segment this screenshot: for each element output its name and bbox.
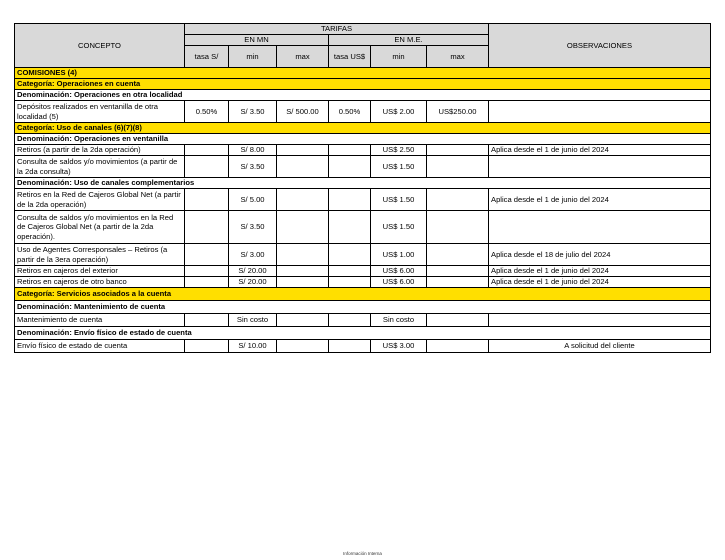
section-title: COMISIONES (4) — [15, 68, 711, 79]
header-concepto: CONCEPTO — [15, 24, 185, 68]
max-me-cell — [427, 244, 489, 266]
concepto-cell: Uso de Agentes Corresponsales – Retiros (a partir de la 3era operación) — [15, 244, 185, 266]
table-row — [15, 189, 711, 211]
tasa-usd-cell — [329, 145, 371, 156]
fee-table — [14, 23, 711, 353]
min-me-cell: US$ 3.00 — [371, 340, 427, 353]
min-mn-cell: Sin costo — [229, 314, 277, 327]
concepto-cell: Retiros en la Red de Cajeros Global Net (a partir de la 2da operación) — [15, 189, 185, 211]
category-operaciones — [15, 79, 711, 90]
header-max-me: max — [427, 46, 489, 68]
header-row-1 — [15, 24, 711, 35]
concepto-cell: Retiros en cajeros de otro banco — [15, 277, 185, 288]
table-row — [15, 340, 711, 353]
max-mn-cell — [277, 314, 329, 327]
observaciones-cell: A solicitud del cliente — [489, 340, 711, 353]
table-row — [15, 145, 711, 156]
table-row — [15, 266, 711, 277]
category-title: Categoría: Servicios asociados a la cuenta — [15, 288, 711, 301]
min-me-cell: US$ 2.50 — [371, 145, 427, 156]
header-tasa-s: tasa S/ — [185, 46, 229, 68]
denomination-mantenimiento — [15, 301, 711, 314]
denomination-otra-localidad — [15, 90, 711, 101]
header-en-mn: EN MN — [185, 35, 329, 46]
header-en-me: EN M.E. — [329, 35, 489, 46]
min-me-cell: US$ 1.00 — [371, 244, 427, 266]
min-mn-cell: S/ 20.00 — [229, 277, 277, 288]
observaciones-cell: Aplica desde el 1 de junio del 2024 — [489, 189, 711, 211]
tasa-usd-cell — [329, 266, 371, 277]
min-me-cell: US$ 6.00 — [371, 266, 427, 277]
max-me-cell: US$250.00 — [427, 101, 489, 123]
tasa-usd-cell — [329, 314, 371, 327]
observaciones-cell: Aplica desde el 18 de julio del 2024 — [489, 244, 711, 266]
tasa-usd-cell — [329, 211, 371, 244]
tasa-usd-cell: 0.50% — [329, 101, 371, 123]
max-me-cell — [427, 277, 489, 288]
min-me-cell: US$ 1.50 — [371, 189, 427, 211]
tasa-usd-cell — [329, 277, 371, 288]
min-me-cell: US$ 1.50 — [371, 211, 427, 244]
max-mn-cell — [277, 211, 329, 244]
tasa-usd-cell — [329, 189, 371, 211]
category-canales — [15, 123, 711, 134]
category-servicios — [15, 288, 711, 301]
denomination-title: Denominación: Mantenimiento de cuenta — [15, 301, 711, 314]
max-mn-cell — [277, 340, 329, 353]
header-max-mn: max — [277, 46, 329, 68]
max-mn-cell — [277, 145, 329, 156]
max-mn-cell — [277, 244, 329, 266]
max-me-cell — [427, 340, 489, 353]
min-mn-cell: S/ 3.00 — [229, 244, 277, 266]
max-me-cell — [427, 145, 489, 156]
table-row — [15, 314, 711, 327]
table-row — [15, 156, 711, 178]
observaciones-cell: Aplica desde el 1 de junio del 2024 — [489, 277, 711, 288]
min-me-cell: US$ 1.50 — [371, 156, 427, 178]
category-title: Categoría: Operaciones en cuenta — [15, 79, 711, 90]
denomination-title: Denominación: Operaciones en otra localidad — [15, 90, 711, 101]
tasa-s-cell — [185, 156, 229, 178]
concepto-cell: Envío físico de estado de cuenta — [15, 340, 185, 353]
min-mn-cell: S/ 10.00 — [229, 340, 277, 353]
tasa-s-cell — [185, 189, 229, 211]
observaciones-cell: Aplica desde el 1 de junio del 2024 — [489, 145, 711, 156]
concepto-cell: Retiros en cajeros del exterior — [15, 266, 185, 277]
tasa-usd-cell — [329, 244, 371, 266]
observaciones-cell — [489, 211, 711, 244]
concepto-cell: Consulta de saldos y/o movimientos en la Red de Cajeros Global Net (a partir de la 2da operación). — [15, 211, 185, 244]
observaciones-cell: Aplica desde el 1 de junio del 2024 — [489, 266, 711, 277]
tasa-s-cell — [185, 145, 229, 156]
concepto-cell: Depósitos realizados en ventanilla de otra localidad (5) — [15, 101, 185, 123]
denomination-title: Denominación: Operaciones en ventanilla — [15, 134, 711, 145]
table-row — [15, 101, 711, 123]
max-mn-cell: S/ 500.00 — [277, 101, 329, 123]
max-me-cell — [427, 211, 489, 244]
denomination-complementarios — [15, 178, 711, 189]
max-me-cell — [427, 314, 489, 327]
header-observaciones: OBSERVACIONES — [489, 24, 711, 68]
max-mn-cell — [277, 156, 329, 178]
min-mn-cell: S/ 20.00 — [229, 266, 277, 277]
concepto-cell: Retiros (a partir de la 2da operación) — [15, 145, 185, 156]
min-me-cell: Sin costo — [371, 314, 427, 327]
tasa-s-cell: 0.50% — [185, 101, 229, 123]
tasa-s-cell — [185, 266, 229, 277]
concepto-cell: Mantenimiento de cuenta — [15, 314, 185, 327]
category-title: Categoría: Uso de canales (6)(7)(8) — [15, 123, 711, 134]
max-me-cell — [427, 189, 489, 211]
table-row — [15, 277, 711, 288]
observaciones-cell — [489, 314, 711, 327]
denomination-title: Denominación: Uso de canales complementarios — [15, 178, 711, 189]
header-min-me: min — [371, 46, 427, 68]
tasa-usd-cell — [329, 156, 371, 178]
max-mn-cell — [277, 277, 329, 288]
tasa-s-cell — [185, 244, 229, 266]
min-mn-cell: S/ 3.50 — [229, 156, 277, 178]
min-mn-cell: S/ 3.50 — [229, 211, 277, 244]
min-me-cell: US$ 6.00 — [371, 277, 427, 288]
header-tarifas: TARIFAS — [185, 24, 489, 35]
header-tasa-usd: tasa US$ — [329, 46, 371, 68]
table-row — [15, 244, 711, 266]
tasa-s-cell — [185, 277, 229, 288]
tasa-s-cell — [185, 211, 229, 244]
observaciones-cell — [489, 101, 711, 123]
concepto-cell: Consulta de saldos y/o movimientos (a partir de la 2da consulta) — [15, 156, 185, 178]
section-comisiones — [15, 68, 711, 79]
max-me-cell — [427, 156, 489, 178]
min-mn-cell: S/ 5.00 — [229, 189, 277, 211]
denomination-title: Denominación: Envío físico de estado de cuenta — [15, 327, 711, 340]
denomination-ventanilla — [15, 134, 711, 145]
tasa-usd-cell — [329, 340, 371, 353]
max-mn-cell — [277, 189, 329, 211]
observaciones-cell — [489, 156, 711, 178]
tasa-s-cell — [185, 340, 229, 353]
footer-label: Información Interna — [343, 551, 382, 556]
min-mn-cell: S/ 8.00 — [229, 145, 277, 156]
min-me-cell: US$ 2.00 — [371, 101, 427, 123]
header-min-mn: min — [229, 46, 277, 68]
max-mn-cell — [277, 266, 329, 277]
max-me-cell — [427, 266, 489, 277]
denomination-envio — [15, 327, 711, 340]
table-row — [15, 211, 711, 244]
tasa-s-cell — [185, 314, 229, 327]
min-mn-cell: S/ 3.50 — [229, 101, 277, 123]
